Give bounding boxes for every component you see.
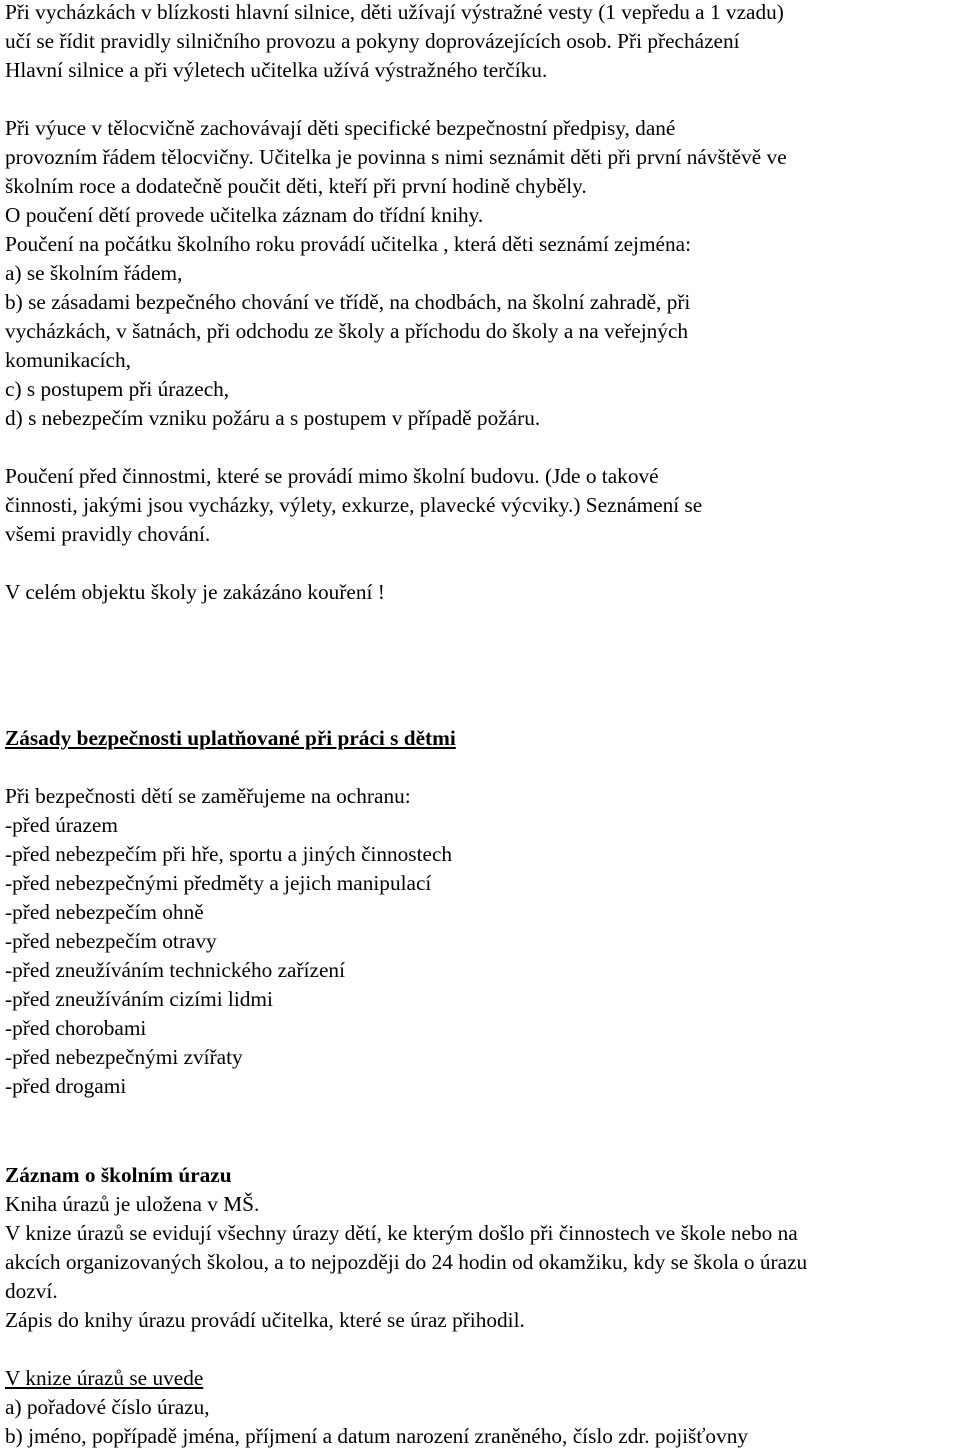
gym-line-4: O poučení dětí provede učitelka záznam do třídní knihy. [5, 203, 484, 227]
principles-item: -před nebezpečím ohně [5, 900, 204, 924]
principles-item: -před zneužíváním cizími lidmi [5, 987, 273, 1011]
instruction-item-b-line-2: vycházkách, v šatnách, při odchodu ze školy a příchodu do školy a na veřejných [5, 319, 689, 343]
injury-entry-note: Zápis do knihy úrazu provádí učitelka, které se úraz přihodil. [5, 1308, 525, 1332]
principles-intro: Při bezpečnosti dětí se zaměřujeme na ochranu: [5, 784, 411, 808]
principles-item: -před chorobami [5, 1016, 147, 1040]
principles-item: -před nebezpečím při hře, sportu a jiných činnostech [5, 842, 453, 866]
outside-line-2: činnosti, jakými jsou vycházky, výlety, exkurze, plavecké výcviky.) Seznámení se [5, 493, 703, 517]
principles-item: -před drogami [5, 1074, 127, 1098]
walks-line-2: učí se řídit pravidly silničního provozu a pokyny doprovázejících osob. Při přecházení [5, 29, 740, 53]
principles-item: -před zneužíváním technického zařízení [5, 958, 345, 982]
instruction-intro: Poučení na počátku školního roku provádí učitelka , která děti seznámí zejména: [5, 232, 692, 256]
instruction-item-a: a) se školním řádem, [5, 261, 183, 285]
injury-list-item: a) pořadové číslo úrazu, [5, 1395, 210, 1419]
injury-line-1: V knize úrazů se evidují všechny úrazy dětí, ke kterým došlo při činnostech ve škole nebo na [5, 1221, 798, 1245]
principles-item: -před nebezpečím otravy [5, 929, 217, 953]
instruction-item-b-line-3: komunikacích, [5, 348, 131, 372]
gym-line-1: Při výuce v tělocvičně zachovávají děti specifické bezpečnostní předpisy, dané [5, 116, 676, 140]
outside-line-1: Poučení před činnostmi, které se provádí mimo školní budovu. (Jde o takové [5, 464, 659, 488]
injury-book-location: Kniha úrazů je uložena v MŠ. [5, 1192, 260, 1216]
instruction-item-b-line-1: b) se zásadami bezpečného chování ve třídě, na chodbách, na školní zahradě, při [5, 290, 691, 314]
smoking-notice: V celém objektu školy je zakázáno kouření ! [5, 580, 385, 604]
injury-line-2: akcích organizovaných školou, a to nejpozději do 24 hodin od okamžiku, kdy se škola o úrazu [5, 1250, 808, 1274]
injury-heading: Záznam o školním úrazu [5, 1163, 232, 1187]
walks-line-1: Při vycházkách v blízkosti hlavní silnice, děti užívají výstražné vesty (1 vepředu a 1 vzadu) [5, 0, 784, 24]
outside-line-3: všemi pravidly chování. [5, 522, 211, 546]
gym-line-3: školním roce a dodatečně poučit děti, kteří při první hodině chyběly. [5, 174, 587, 198]
injury-list-item: b) jméno, popřípadě jména, příjmení a datum narození zraněného, číslo zdr. pojišťovny [5, 1424, 749, 1448]
instruction-item-d: d) s nebezpečím vzniku požáru a s postupem v případě požáru. [5, 406, 541, 430]
walks-line-3: Hlavní silnice a při výletech učitelka užívá výstražného terčíku. [5, 58, 548, 82]
injury-list-heading: V knize úrazů se uvede [5, 1366, 204, 1390]
principles-item: -před úrazem [5, 813, 118, 837]
principles-item: -před nebezpečnými předměty a jejich manipulací [5, 871, 432, 895]
instruction-item-c: c) s postupem při úrazech, [5, 377, 230, 401]
injury-line-3: dozví. [5, 1279, 58, 1303]
gym-line-2: provozním řádem tělocvičny. Učitelka je povinna s nimi seznámit děti při první návštěvě ve [5, 145, 787, 169]
principles-item: -před nebezpečnými zvířaty [5, 1045, 243, 1069]
principles-heading: Zásady bezpečnosti uplatňované při práci s dětmi [5, 726, 456, 750]
